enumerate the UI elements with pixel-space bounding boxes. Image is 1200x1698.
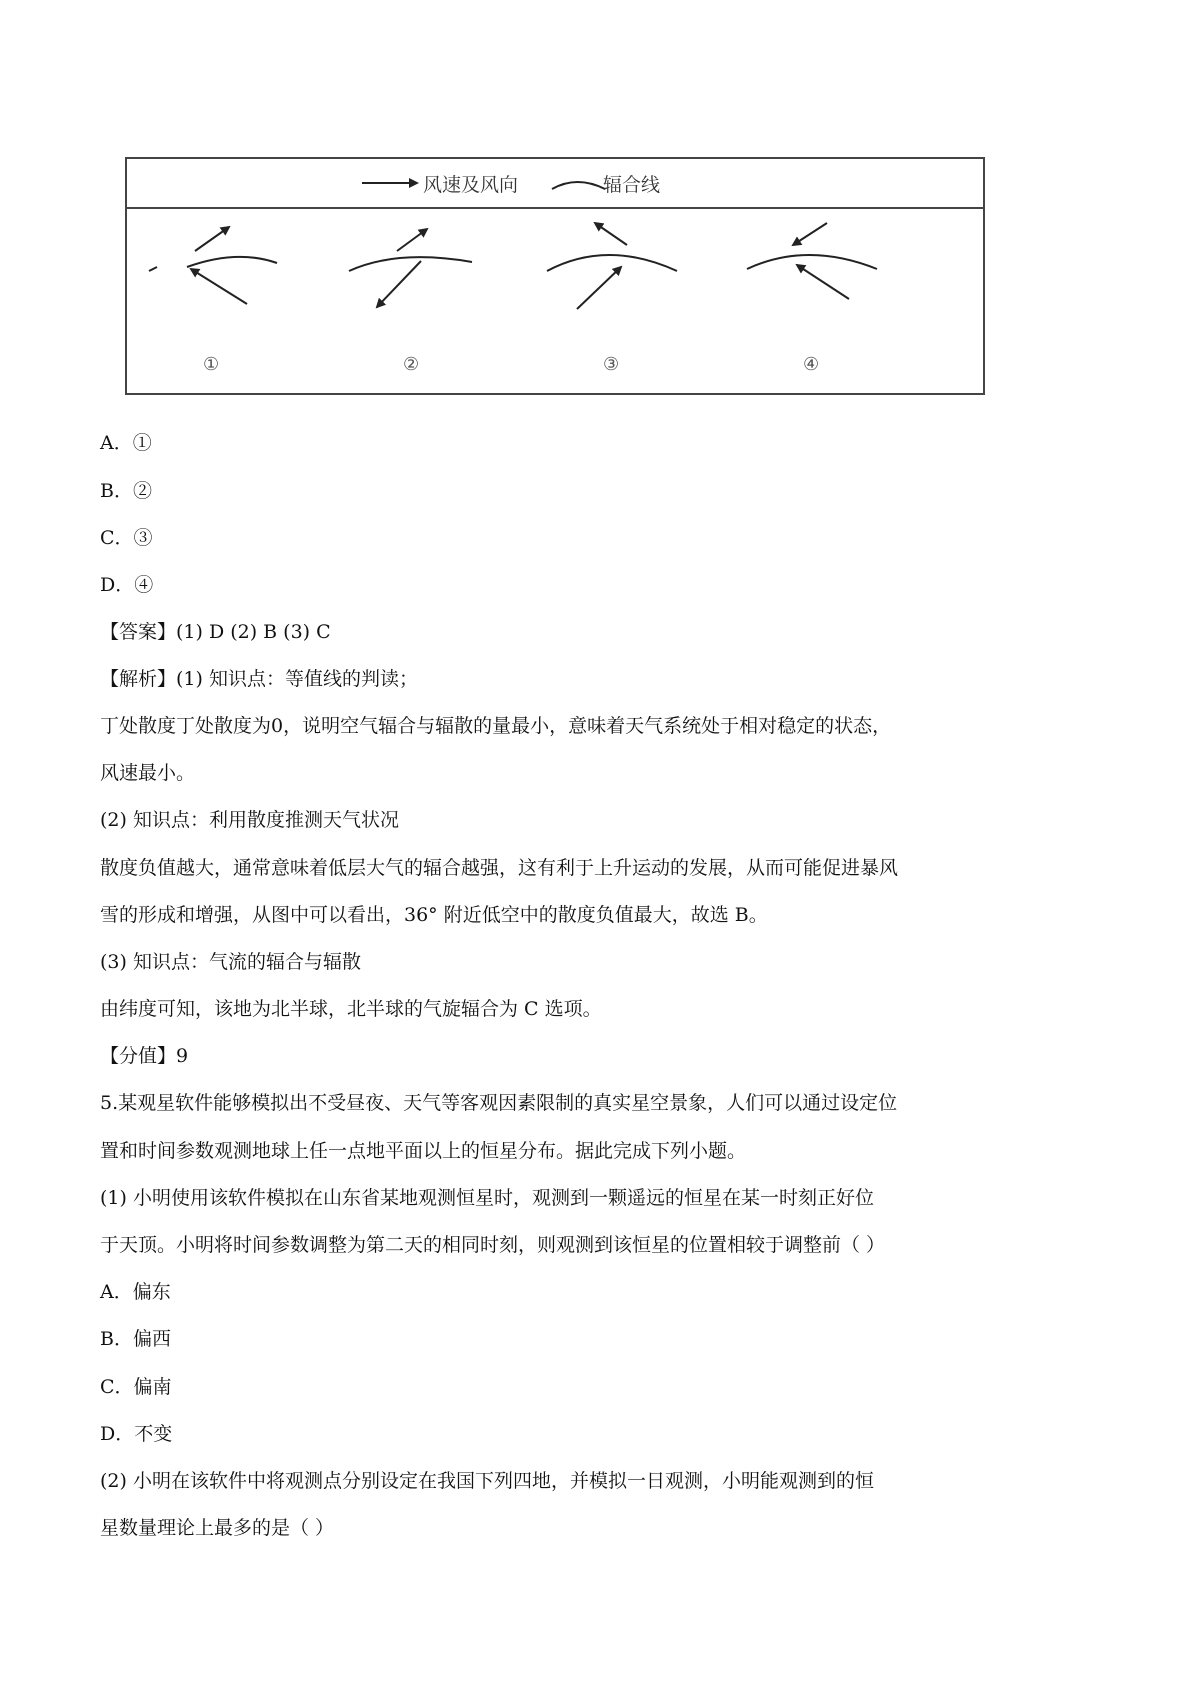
- q5-sub1-option-d: D．不变: [100, 1423, 173, 1445]
- legend-wind-label: 风速及风向: [423, 174, 519, 196]
- panel-label-1: ①: [203, 354, 220, 375]
- q5-sub2: 星数量理论上最多的是（ ）: [100, 1517, 335, 1539]
- q5-stem: 5.某观星软件能够模拟出不受昼夜、天气等客观因素限制的真实星空景象，人们可以通过设定位: [100, 1092, 898, 1114]
- q4-option-b: B．②: [100, 480, 152, 502]
- q5-sub1-option-b: B．偏西: [100, 1328, 171, 1350]
- answer-line: 【答案】(1) D (2) B (3) C: [100, 621, 331, 643]
- q4-option-d: D．④: [100, 574, 154, 596]
- panel-label-4: ④: [803, 354, 820, 375]
- analysis-line: 丁处散度丁处散度为0，说明空气辐合与辐散的量最小，意味着天气系统处于相对稳定的状态，: [100, 715, 892, 737]
- analysis-line: 由纬度可知，该地为北半球，北半球的气旋辐合为 C 选项。: [100, 998, 602, 1020]
- figure-drawing: [127, 159, 983, 393]
- convergence-figure: [125, 157, 985, 395]
- q5-sub1: (1) 小明使用该软件模拟在山东省某地观测恒星时，观测到一颗遥远的恒星在某一时刻正好位: [100, 1187, 874, 1209]
- q5-sub1-option-c: C．偏南: [100, 1376, 172, 1398]
- analysis-line: 【解析】(1) 知识点：等值线的判读；: [100, 668, 418, 690]
- panel-label-3: ③: [603, 354, 620, 375]
- q5-stem: 置和时间参数观测地球上任一点地平面以上的恒星分布。据此完成下列小题。: [100, 1140, 747, 1162]
- q5-sub1: 于天顶。小明将时间参数调整为第二天的相同时刻，则观测到该恒星的位置相较于调整前（ ）: [100, 1234, 886, 1256]
- panel-3-drawing: [547, 223, 677, 309]
- q5-sub1-option-a: A．偏东: [100, 1281, 171, 1303]
- panel-1-drawing: [149, 227, 277, 304]
- panel-label-2: ②: [403, 354, 420, 375]
- panel-4-drawing: [747, 223, 877, 299]
- q4-option-c: C．③: [100, 527, 153, 549]
- analysis-line: 风速最小。: [100, 762, 196, 784]
- legend-convergence-label: 辐合线: [603, 174, 661, 196]
- q5-sub2: (2) 小明在该软件中将观测点分别设定在我国下列四地，并模拟一日观测，小明能观测到的恒: [100, 1470, 874, 1492]
- analysis-line: (3) 知识点：气流的辐合与辐散: [100, 951, 361, 973]
- analysis-line: 雪的形成和增强，从图中可以看出，36° 附近低空中的散度负值最大，故选 B。: [100, 904, 768, 926]
- panel-2-drawing: [349, 229, 472, 307]
- analysis-line: (2) 知识点：利用散度推测天气状况: [100, 809, 399, 831]
- analysis-line: 散度负值越大，通常意味着低层大气的辐合越强，这有利于上升运动的发展，从而可能促进暴风: [100, 857, 899, 879]
- q4-option-a: A．①: [100, 432, 152, 454]
- legend-arc-icon: [552, 182, 605, 189]
- score-line: 【分值】9: [100, 1045, 189, 1067]
